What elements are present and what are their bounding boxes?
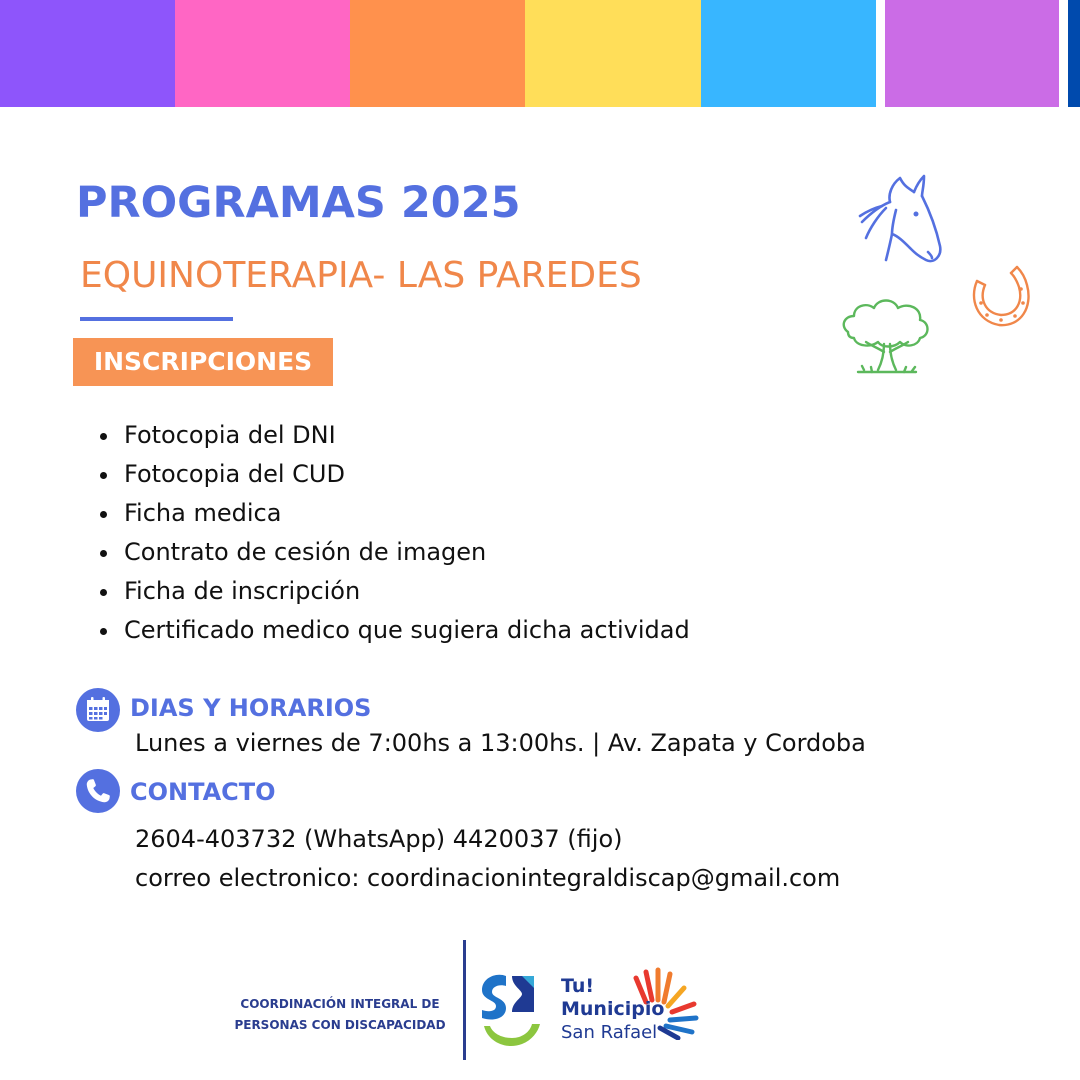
list-item: Fotocopia del CUD	[100, 455, 690, 494]
stripe-sky-blue	[701, 0, 876, 107]
municipio-line3: San Rafael	[561, 1022, 658, 1043]
footer-divider	[463, 940, 466, 1060]
municipio-line2: Municipio	[561, 998, 665, 1020]
footer-org-name	[222, 994, 458, 1036]
stripe-pink	[175, 0, 350, 107]
list-item: Contrato de cesión de imagen	[100, 533, 690, 572]
contacto-heading: CONTACTO	[130, 778, 276, 806]
municipio-line1: Tu!	[561, 975, 595, 997]
horse-head-icon	[852, 172, 948, 268]
requirements-list	[100, 416, 690, 650]
san-rafael-logo-icon	[476, 968, 556, 1052]
top-color-bar	[0, 0, 1080, 107]
footer-org-line1: COORDINACIÓN INTEGRAL DE	[240, 997, 440, 1011]
list-item: Certificado medico que sugiera dicha actividad	[100, 611, 690, 650]
phone-icon	[76, 769, 120, 813]
list-item: Fotocopia del DNI	[100, 416, 690, 455]
stripe-orange	[350, 0, 525, 107]
list-item: Ficha medica	[100, 494, 690, 533]
contact-email: correo electronico: coordinacionintegraldiscap@gmail.com	[135, 864, 841, 892]
calendar-icon	[76, 688, 120, 732]
horseshoe-icon	[963, 259, 1039, 335]
stripe-navy	[1068, 0, 1080, 107]
stripe-purple	[0, 0, 175, 107]
tree-icon	[838, 292, 934, 378]
title-underline	[80, 317, 233, 321]
stripe-yellow	[525, 0, 701, 107]
page-title: PROGRAMAS 2025	[76, 178, 521, 228]
inscripciones-badge: INSCRIPCIONES	[73, 338, 333, 386]
schedule-text: Lunes a viernes de 7:00hs a 13:00hs. | Av. Zapata y Cordoba	[135, 729, 866, 757]
list-item: Ficha de inscripción	[100, 572, 690, 611]
stripe-lilac	[885, 0, 1059, 107]
dias-horarios-heading: DIAS Y HORARIOS	[130, 694, 372, 722]
contact-phone: 2604-403732 (WhatsApp) 4420037 (fijo)	[135, 825, 623, 853]
page-subtitle: EQUINOTERAPIA- LAS PAREDES	[80, 255, 642, 296]
footer-org-line2: PERSONAS CON DISCAPACIDAD	[234, 1018, 446, 1032]
